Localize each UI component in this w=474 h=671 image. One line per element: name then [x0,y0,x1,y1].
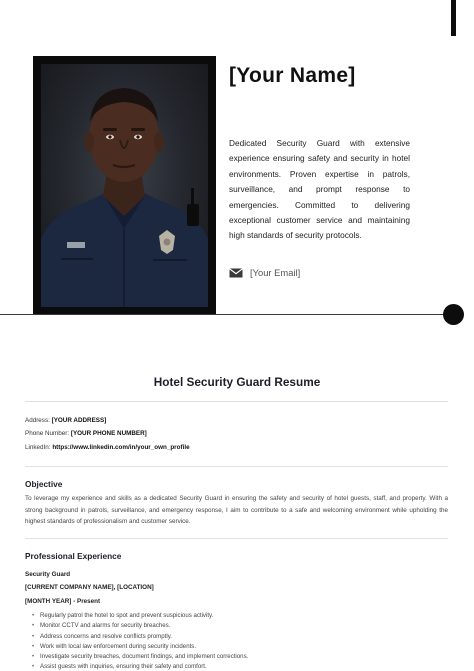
profile-photo-frame [33,56,216,315]
profile-summary: Dedicated Security Guard with extensive experience ensuring safety and security in hotel environments. Proven expertise in patrols, surveillance, and prompt response to emergencies. Committed to delivering exceptional customer service and maintaining high standards of security protocols. [229,138,410,241]
list-item: • Work with local law enforcement during security incidents. [40,642,248,652]
divider-dot [443,304,464,325]
objective-heading: Objective [25,479,63,489]
envelope-icon [229,268,243,278]
linkedin-link[interactable]: https://www.linkedin.com/in/your_own_profile [52,444,190,451]
linkedin-line [25,444,190,451]
address-label: Address: [25,417,50,424]
list-item: • Monitor CCTV and alarms for security breaches. [40,621,248,631]
list-item: • Regularly patrol the hotel to spot and prevent suspicious activity. [40,611,248,621]
header-divider [0,314,452,315]
document-title: Hotel Security Guard Resume [153,375,321,389]
company-location: [CURRENT COMPANY NAME], [LOCATION] [25,584,154,591]
title-separator [25,401,448,402]
phone-label: Phone Number: [25,430,70,437]
experience-heading: Professional Experience [25,551,122,561]
list-item: • Assist guests with inquiries, ensuring their safety and comfort. [40,662,248,671]
contact-separator [25,466,448,467]
profile-photo [41,64,208,307]
phone-value: [YOUR PHONE NUMBER] [70,430,147,437]
objective-separator [25,538,448,539]
employment-dates: [MONTH YEAR] - Present [25,598,101,605]
address-value: [YOUR ADDRESS] [51,417,107,424]
email-row [229,267,300,278]
phone-line [25,430,147,437]
top-accent-bar [451,0,456,36]
email-value: [Your Email] [250,267,301,278]
objective-text: To leverage my experience and skills as a dedicated Security Guard in ensuring the safety and security of hotel guests, staff, and property. With a strong background in patrols, surveillance, and emergency response, I aim to contribute to a safe and welcoming environment while upholding the highest standards of professionalism and customer service. [25,495,448,525]
job-title: Security Guard [25,571,71,578]
duties-list [40,611,248,671]
linkedin-label: LinkedIn: [25,444,51,451]
candidate-name: [Your Name] [229,64,356,87]
address-line [25,417,106,424]
list-item: • Investigate security breaches, document findings, and implement corrections. [40,652,248,662]
list-item: • Address concerns and resolve conflicts promptly. [40,632,248,642]
